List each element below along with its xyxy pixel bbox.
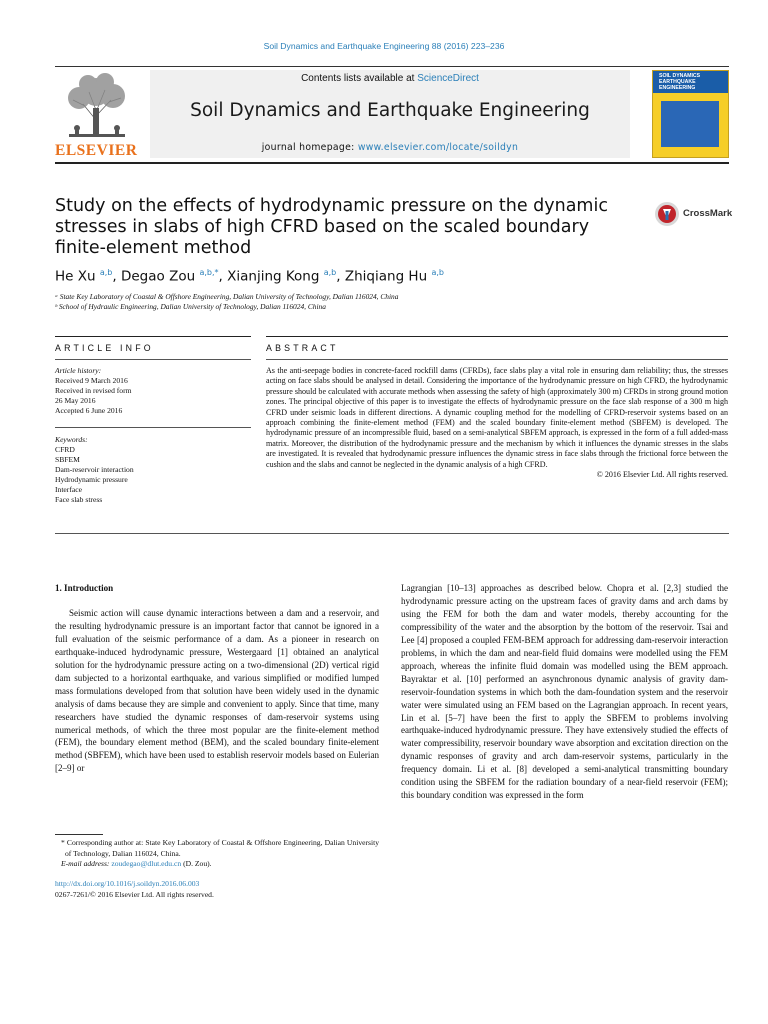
doi-block <box>55 879 214 900</box>
elsevier-wordmark: ELSEVIER <box>55 142 138 159</box>
abstract-heading: ABSTRACT <box>266 343 339 353</box>
footnote <box>55 838 379 870</box>
history-item: Received 9 March 2016 <box>55 376 128 385</box>
keyword: Face slab stress <box>55 495 103 504</box>
email-suffix: (D. Zou). <box>181 859 212 869</box>
contents-line <box>150 73 630 84</box>
cover-text: SOIL DYNAMICS EARTHQUAKE ENGINEERING <box>659 73 701 91</box>
keyword: CFRD <box>55 445 75 454</box>
affiliation-b: ᵇ School of Hydraulic Engineering, Dalian University of Technology, Dalian 116024, China <box>55 302 326 311</box>
history-item: 26 May 2016 <box>55 396 96 405</box>
abstract-copyright: © 2016 Elsevier Ltd. All rights reserved. <box>596 470 728 480</box>
keywords <box>55 435 251 505</box>
article-history <box>55 366 251 416</box>
email-label: E-mail address: <box>61 859 112 869</box>
body-column-left <box>55 582 379 775</box>
journal-title: Soil Dynamics and Earthquake Engineering <box>190 100 590 121</box>
homepage-prefix: journal homepage: <box>261 142 358 153</box>
author-name[interactable]: Xianjing Kong <box>227 268 320 285</box>
author-affiliation-marker[interactable]: a,b,* <box>199 268 219 277</box>
history-item: Accepted 6 June 2016 <box>55 406 123 415</box>
abstract-top-rule <box>266 336 728 337</box>
author-affiliation-marker[interactable]: a,b <box>99 268 113 277</box>
masthead-bottom-rule <box>55 162 729 164</box>
email-line <box>55 859 379 870</box>
journal-citation[interactable]: Soil Dynamics and Earthquake Engineering 88 (2016) 223–236 <box>263 41 505 51</box>
keyword: Interface <box>55 485 82 494</box>
homepage-link[interactable]: www.elsevier.com/locate/soildyn <box>357 142 519 153</box>
affiliation-a: ᵃ State Key Laboratory of Coastal & Offshore Engineering, Dalian University of Technology, Dalian 116024, China <box>55 292 399 301</box>
author-affiliation-marker[interactable]: a,b <box>431 268 444 277</box>
crossmark-badge[interactable] <box>654 201 734 227</box>
contents-prefix: Contents lists available at <box>301 73 418 84</box>
author-affiliation-marker[interactable]: a,b <box>323 268 337 277</box>
email-link[interactable]: zoudegao@dlut.edu.cn <box>111 859 182 869</box>
sciencedirect-link[interactable]: ScienceDirect <box>417 73 479 84</box>
paper-title: Study on the effects of hydrodynamic pressure on the dynamic stresses in slabs of high CFRD based on the scaled boundary finite-element method <box>55 196 608 258</box>
keyword: Hydrodynamic pressure <box>55 475 128 484</box>
affiliations <box>55 292 398 312</box>
crossmark-label: CrossMark <box>683 208 733 219</box>
keyword: SBFEM <box>55 455 80 464</box>
author-name[interactable]: Zhiqiang Hu <box>344 268 428 285</box>
abstract-text: As the anti-seepage bodies in concrete-faced rockfill dams (CFRDs), face slabs play a vital role in ensuring dam reliability; thus, the stresses acting on face slabs should be analysed in detail. Considering the importance of the hydrodynamic pressure on high CFRD, the hydrodynamic pressure should be calculated with accurate methods when assessing the safety of high (approximately 300 m) CFRDs in strong ground motion zones. The principal objective of this paper is to investigate the effects of hydrodynamic pressure on the face slab response of a 300 m high CFRD under seismic loads in different directions. A dynamic coupling method for the modelling of CFRD-reservoir systems based on an approach combining the finite-element method (FEM) and the scaled boundary finite-element method (SBFEM) is developed. The hydrodynamic pressure of an incompressible fluid, based on a semi-analytical SBFEM approach, is expressed in the form of a full added-mass matrix. Moreover, the distribution of the hydrodynamic pressure and the mechanism by which it influences the dynamic stresses in the slabs are investigated. It is revealed that hydrodynamic pressure influences the dynamic stress in face slabs through the frictional force between the cushion and the slabs and cannot be neglected in the dynamic analysis of a high CFRD. <box>266 366 728 469</box>
body-paragraph: Seismic action will cause dynamic interactions between a dam and a reservoir, and the resulting hydrodynamic pressure is an important factor that cannot be ignored in a full evaluation of the seismic performance of a dam. As a pioneer in research on earthquake-induced hydrodynamic pressure, Westergaard [1] obtained an analytical solution for the hydrodynamic pressure acting on a two-dimensional (2D) vertical rigid dam subjected to a horizontal earthquake, and various simplified or modified lumped mass formulations developed from that solution have been widely used in the dynamic analysis of dams because they are simple and convenient to apply. Since that time, many researchers have studied the dynamic responses of dam-reservoir systems using numerical methods, of which the three most popular are the finite-element method (FEM), the boundary element method (BEM), and the scaled boundary finite-element method (SBFEM), which have been used to establish reservoir models based on Eulerian [2–9] or <box>55 607 379 774</box>
abstract-bottom-rule <box>55 533 729 534</box>
article-info-heading: ARTICLE INFO <box>55 343 154 353</box>
author-name[interactable]: He Xu <box>55 268 96 285</box>
history-label: Article history: <box>55 366 102 375</box>
issn-copyright: 0267-7261/© 2016 Elsevier Ltd. All rights reserved. <box>55 889 214 899</box>
doi-link[interactable]: http://dx.doi.org/10.1016/j.soildyn.2016.06.003 <box>55 879 200 888</box>
journal-homepage <box>150 142 630 153</box>
masthead-top-rule <box>55 66 729 67</box>
cover-graphic <box>661 101 719 147</box>
article-info-top-rule <box>55 336 251 337</box>
crossmark-icon <box>654 201 680 227</box>
abstract-body <box>266 366 728 480</box>
body-column-right <box>401 582 728 802</box>
article-info-divider <box>55 427 251 428</box>
journal-cover-thumbnail <box>652 70 729 158</box>
corresponding-author-note: * Corresponding author at: State Key Laboratory of Coastal & Offshore Engineering, Dalian University of Technology, Dalian 116024, China. <box>61 838 379 858</box>
article-info-rule <box>55 359 251 360</box>
section-heading-introduction: 1. Introduction <box>55 583 114 593</box>
history-item: Received in revised form <box>55 386 132 395</box>
keyword: Dam-reservoir interaction <box>55 465 134 474</box>
footnote-rule <box>55 834 103 835</box>
author-name[interactable]: Degao Zou <box>120 268 196 285</box>
author-list: He Xu $^{a,b}$, Degao Zou $^{a,b,*}$, Xianjing Kong $^{a,b}$, Zhiqiang Hu $^{a,b}$ <box>55 268 444 285</box>
keywords-label: Keywords: <box>55 435 88 444</box>
body-paragraph: Lagrangian [10–13] approaches as described below. Chopra et al. [2,3] studied the hydrodynamic pressure acting on the upstream faces of gravity dams and arch dams by using the FEM for both the dam and water models, thereby accounting for the compressibility of the water and the absorption by the bottom of the reservoir. Tsai and Lee [4] proposed a coupled FEM-BEM approach for addressing dam-reservoir interaction problems, in which the dam and near-field fluid domains were modelled using the FEM approach, whereas the infinite fluid domain was modelled using the BEM approach. Bayraktar et al. [10] performed an asynchronous dynamic analysis of gravity dam-reservoir-foundation systems in which both the dam-foundation system and the reservoir water were simulated using an FEM based on the Lagrangian approach. In recent years, Lin et al. [5–7] have been the first to apply the SBFEM to problems involving earthquake-induced hydrodynamic pressure. They have extensively studied the effects of water compressibility, reservoir boundary wave absorption and excitation direction on the dynamic responses of gravity and arch dam-reservoir systems, particularly in the frequency domain. Li et al. [8] developed a semi-analytical transmitting boundary condition using the SBFEM for the radiation boundary of a near-field reservoir (FEM); this boundary condition was expressed in the form <box>401 583 728 801</box>
abstract-rule <box>266 359 728 360</box>
